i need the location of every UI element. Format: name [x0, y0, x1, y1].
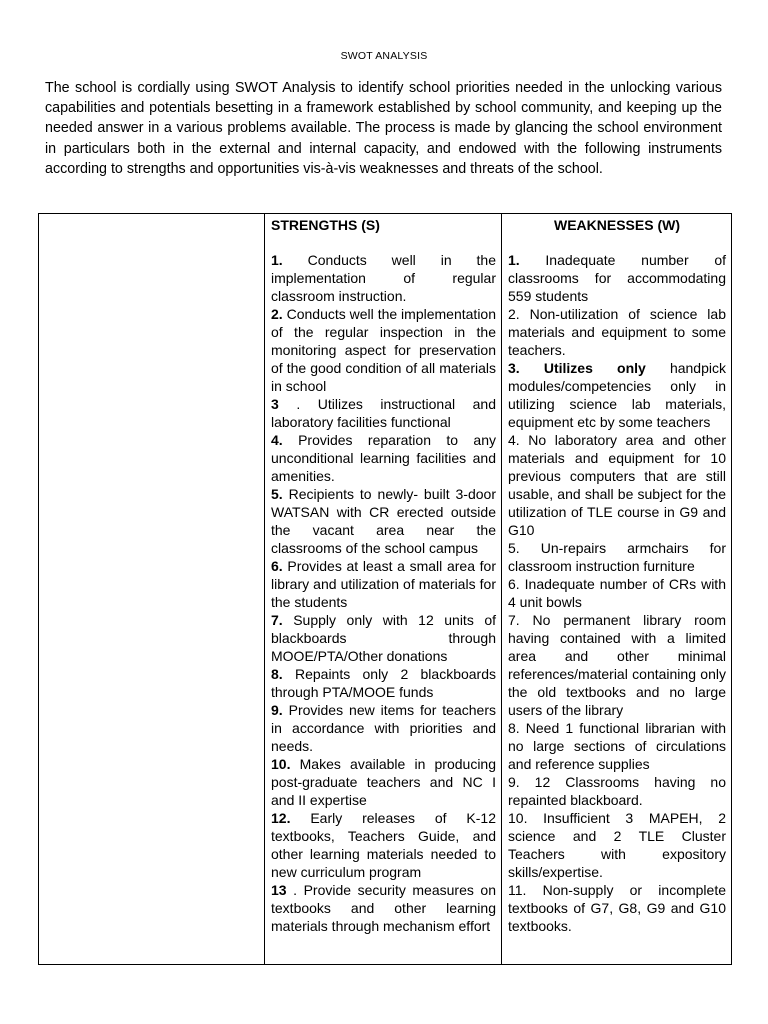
item-text: 7. No permanent library room having contained with a limited area and other minimal references/material containing only the old textbooks and no large users of the library [508, 612, 726, 718]
list-item [271, 881, 496, 935]
list-item [271, 611, 496, 665]
list-item [508, 431, 726, 539]
weaknesses-heading: WEAKNESSES (W) [554, 217, 680, 233]
item-text: Provides new items for teachers in accordance with priorities and needs. [271, 702, 496, 754]
item-number: 1. [271, 252, 283, 268]
item-text: Provides reparation to any unconditional learning facilities and amenities. [271, 432, 496, 484]
list-item [271, 251, 496, 305]
item-number: 10. [271, 756, 291, 772]
item-number: 3. [508, 360, 520, 376]
document-title: SWOT ANALYSIS [340, 50, 428, 62]
item-text: Inadequate number of classrooms for accommodating 559 students [508, 252, 726, 304]
item-lead: Utilizes only [543, 360, 646, 376]
list-item [508, 611, 726, 719]
item-number: 4. [271, 432, 283, 448]
item-text: Repaints only 2 blackboards through PTA/MOOE funds [271, 666, 496, 700]
item-number: 6. [271, 558, 283, 574]
item-text: . Provide security measures on textbooks and other learning materials through mechanism effort [271, 882, 496, 934]
item-text: Makes available in producing post-graduate teachers and NC I and II expertise [271, 756, 496, 808]
item-text: . Utilizes instructional and laboratory facilities functional [271, 396, 496, 430]
item-text: 2. Non-utilization of science lab materials and equipment to some teachers. [508, 306, 726, 358]
list-item [271, 395, 496, 431]
item-text: 10. Insufficient 3 MAPEH, 2 science and 2 TLE Cluster Teachers with expository skills/expertise. [508, 810, 726, 880]
list-item [271, 305, 496, 395]
item-text: 6. Inadequate number of CRs with 4 unit bowls [508, 576, 726, 610]
item-text: 8. Need 1 functional librarian with no large sections of circulations and reference supplies [508, 720, 726, 772]
list-item [508, 719, 726, 773]
strengths-cell [265, 214, 502, 965]
item-number: 5. [271, 486, 283, 502]
strengths-list [271, 251, 496, 935]
item-number: 9. [271, 702, 283, 718]
list-item [508, 575, 726, 611]
list-item [508, 305, 726, 359]
item-text: Conducts well in the implementation of regular classroom instruction. [271, 252, 496, 304]
item-number: 1. [508, 252, 520, 268]
list-item [508, 251, 726, 305]
item-text: 5. Un-repairs armchairs for classroom instruction furniture [508, 540, 726, 574]
list-item [508, 359, 726, 431]
weaknesses-cell [502, 214, 732, 965]
table-row [39, 214, 732, 965]
list-item [271, 701, 496, 755]
item-number: 13 [271, 882, 287, 898]
empty-label-cell [39, 214, 265, 965]
item-number: 8. [271, 666, 283, 682]
list-item [508, 809, 726, 881]
list-item [271, 431, 496, 485]
strengths-heading: STRENGTHS (S) [271, 217, 380, 233]
item-text: Provides at least a small area for library and utilization of materials for the students [271, 558, 496, 610]
item-number: 3 [271, 396, 279, 412]
list-item [271, 809, 496, 881]
item-text: Supply only with 12 units of blackboards through MOOE/PTA/Other donations [271, 612, 497, 664]
item-number: 7. [271, 612, 283, 628]
item-text: 11. Non-supply or incomplete textbooks of G7, G8, G9 and G10 textbooks. [508, 882, 726, 934]
item-text: Conducts well the implementation of the regular inspection in the monitoring aspect for preservation of the good condition of all materials in school [271, 306, 496, 394]
item-number: 12. [271, 810, 291, 826]
item-text: 4. No laboratory area and other materials and equipment for 10 previous computers that are still usable, and shall be subject for the utilization of TLE course in G9 and G10 [508, 432, 726, 538]
item-text: 9. 12 Classrooms having no repainted blackboard. [508, 774, 726, 808]
intro-paragraph: The school is cordially using SWOT Analysis to identify school priorities needed in the unlocking various capabilities and potentials besetting in a framework established by school community, and keeping up the needed answer in a various problems available. The process is made by glancing the school environment in particulars both in the external and internal capacity, and endowed with the following instruments according to strengths and opportunities vis-à-vis weaknesses and threats of the school. [45, 80, 722, 177]
list-item [271, 755, 496, 809]
item-text: handpick modules/competencies only in utilizing science lab materials, equipment etc by some teachers [508, 360, 726, 430]
item-number: 2. [271, 306, 283, 322]
list-item [271, 485, 496, 557]
list-item [508, 881, 726, 935]
swot-table [38, 213, 732, 965]
weaknesses-list [508, 251, 726, 935]
item-text: Early releases of K-12 textbooks, Teachers Guide, and other learning materials needed to new curriculum program [271, 810, 497, 880]
list-item [508, 773, 726, 809]
list-item [271, 557, 496, 611]
list-item [271, 665, 496, 701]
list-item [508, 539, 726, 575]
item-text: Recipients to newly- built 3-door WATSAN with CR erected outside the vacant area near the classrooms of the school campus [271, 486, 496, 556]
